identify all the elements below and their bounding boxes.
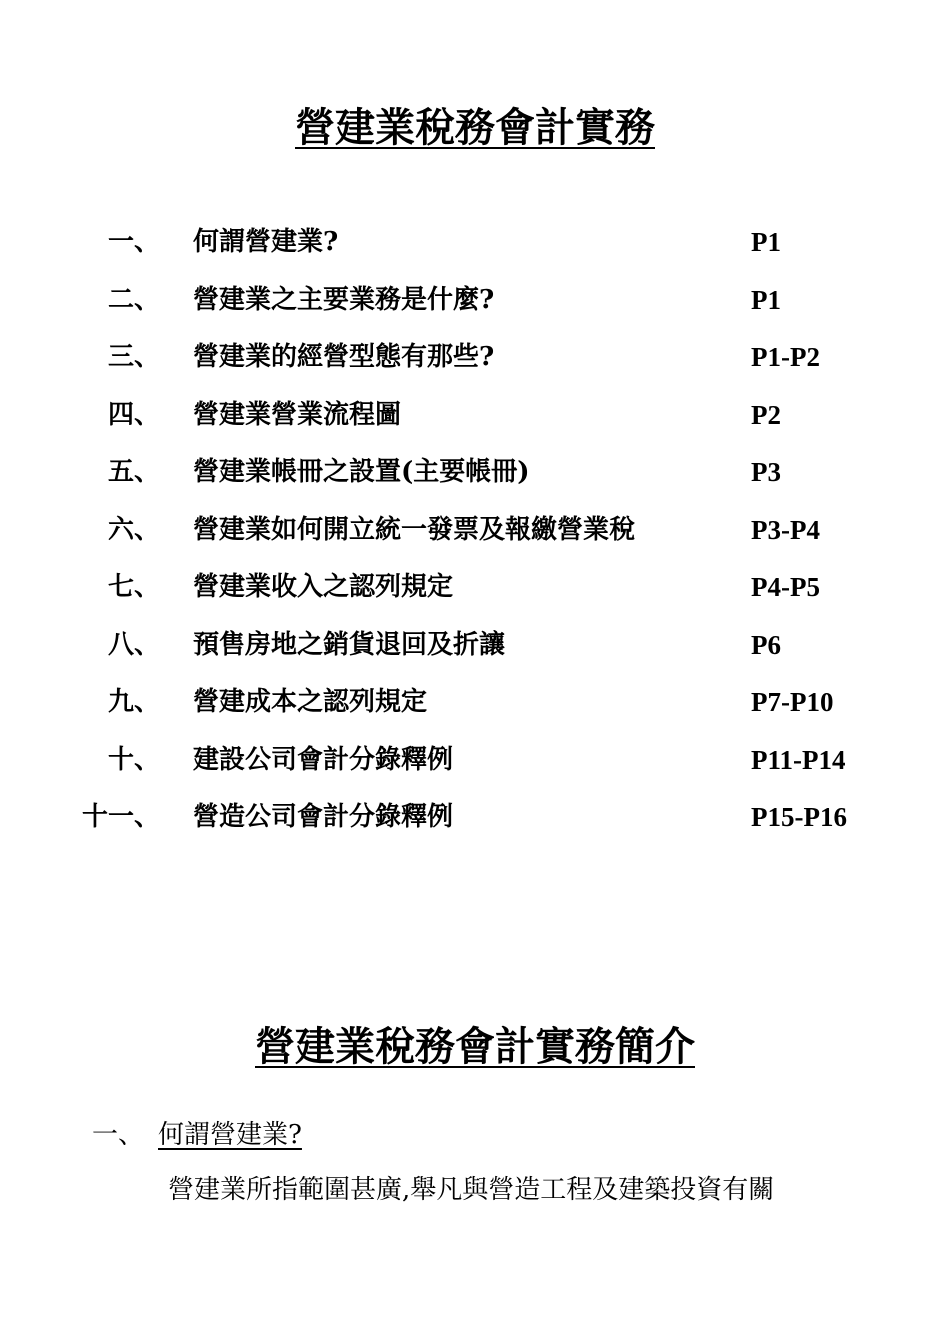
toc-row <box>0 452 950 510</box>
toc-entry-text: 營建業收入之認列規定 <box>193 572 454 602</box>
toc-number: 七、 <box>107 572 160 602</box>
toc-page-ref: P7-P10 <box>751 687 834 717</box>
toc-number: 九、 <box>107 687 160 717</box>
toc-entry-text: 建設公司會計分錄釋例 <box>193 744 454 775</box>
toc-page-ref: P3-P4 <box>751 514 820 545</box>
toc-number: 六、 <box>107 514 160 545</box>
toc-entry-text: 營建業之主要業務是什麼? <box>193 284 495 315</box>
toc-row <box>0 740 950 798</box>
toc-page-ref: P3 <box>751 457 781 487</box>
toc-number: 五、 <box>107 457 160 487</box>
toc-page-ref: P11-P14 <box>751 744 846 775</box>
toc-row <box>0 222 950 280</box>
toc-entry-text: 營建業營業流程圖 <box>193 399 402 430</box>
section-heading <box>92 1115 302 1155</box>
table-of-contents <box>0 222 950 855</box>
toc-row <box>0 395 950 453</box>
toc-page-ref: P6 <box>751 629 781 660</box>
toc-entry-text: 預售房地之銷貨退回及折讓 <box>193 629 506 660</box>
toc-entry-text: 營造公司會計分錄釋例 <box>193 802 454 832</box>
toc-page-ref: P1 <box>751 227 781 257</box>
toc-row <box>0 280 950 338</box>
toc-entry-text: 何謂營建業? <box>193 227 339 257</box>
toc-number: 十一、 <box>81 802 160 832</box>
section-heading-text: 何謂營建業? <box>158 1120 302 1150</box>
toc-number: 八、 <box>107 629 160 660</box>
toc-entry-text: 營建業的經營型態有那些? <box>193 342 495 372</box>
toc-page-ref: P15-P16 <box>751 802 847 832</box>
toc-row <box>0 510 950 568</box>
body-paragraph: 營建業所指範圍甚廣,舉凡與營造工程及建築投資有關 <box>168 1175 775 1205</box>
toc-number: 二、 <box>107 284 160 315</box>
toc-page-ref: P1-P2 <box>751 342 820 372</box>
toc-row <box>0 797 950 855</box>
toc-row <box>0 625 950 683</box>
toc-row <box>0 337 950 395</box>
toc-page-ref: P2 <box>751 399 781 430</box>
toc-row <box>0 567 950 625</box>
toc-entry-text: 營建業帳冊之設置(主要帳冊) <box>193 457 530 487</box>
toc-row <box>0 682 950 740</box>
toc-entry-text: 營建成本之認列規定 <box>193 687 428 717</box>
intro-title: 營建業稅務會計實務簡介 <box>255 1023 695 1070</box>
toc-number: 四、 <box>107 399 160 430</box>
toc-number: 三、 <box>107 342 160 372</box>
toc-page-ref: P1 <box>751 284 781 315</box>
section-number: 一、 <box>92 1120 145 1150</box>
toc-page-ref: P4-P5 <box>751 572 820 602</box>
toc-number: 十、 <box>107 744 160 775</box>
toc-number: 一、 <box>107 227 160 257</box>
toc-title: 營建業稅務會計實務 <box>295 104 655 151</box>
toc-entry-text: 營建業如何開立統一發票及報繳營業稅 <box>193 514 636 545</box>
